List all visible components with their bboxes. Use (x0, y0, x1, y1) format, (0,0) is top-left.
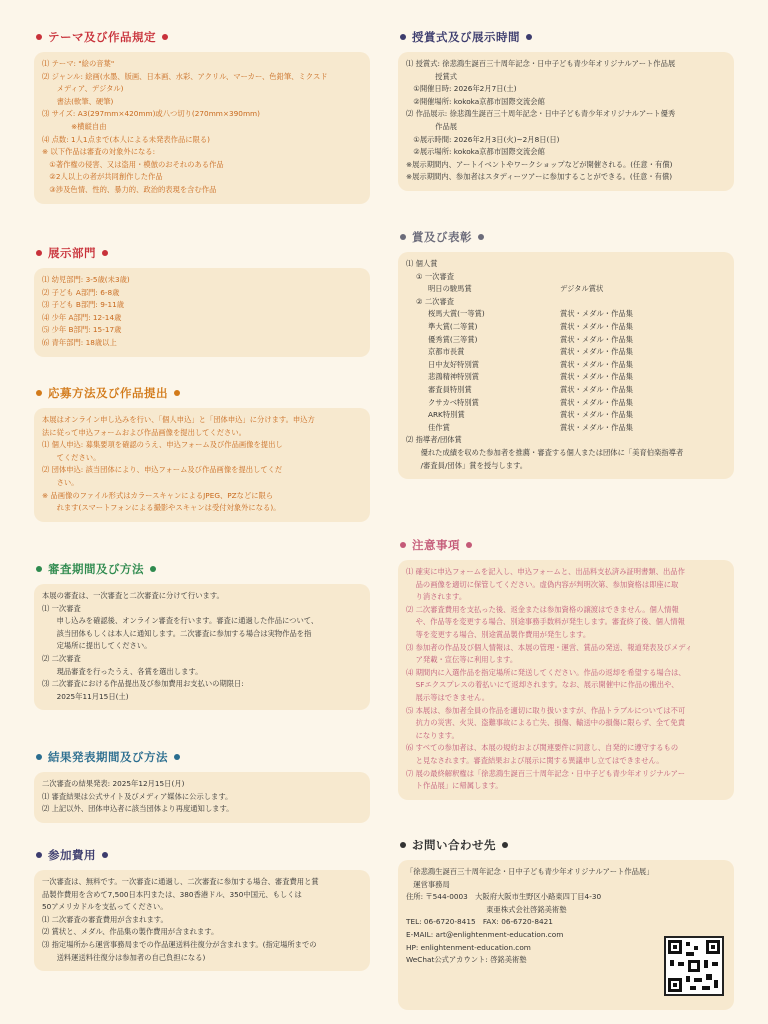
section-heading (34, 846, 370, 864)
award-name: 審査員特別賞 (428, 384, 472, 394)
review-line: ⑶ 二次審査における作品提出及び参加費用お支払いの期限日: (42, 679, 244, 689)
ceremony-line: ①開催日時: 2026年2月7日(土) (406, 84, 517, 94)
bullet-dot-icon (400, 34, 406, 40)
fees-line: 品製作費用を含めて7,500日本円または、380香港ドル、350中国元、もしくは (42, 889, 302, 899)
fees-line: ⑴ 二次審査の審査費用が含まれます。 (42, 914, 168, 924)
division-line: ⑸ 少年 B部門: 15-17歳 (42, 325, 122, 335)
fees-line: 送料運送料往復分は参加者の自己負担になる) (42, 952, 206, 962)
award-row (406, 334, 726, 347)
award-name: 明日の駿馬賞 (428, 284, 472, 294)
fees-box (34, 870, 370, 971)
bullet-dot-icon (150, 566, 156, 572)
award-row (406, 321, 726, 334)
award-prize: 賞状・メダル・作品集 (560, 397, 633, 407)
ceremony-line: 授賞式 (406, 71, 458, 81)
results-line: ⑴ 審査結果は公式サイト及びメディア媒体に公示します。 (42, 791, 233, 801)
ceremony-line: ⑴ 授賞式: 徐悲鴻生誕百三十周年記念・日中子ども青少年オリジナルアート作品展 (406, 59, 676, 68)
notes-line: ⑵ 二次審査費用を支払った後、返金または参加資格の譲渡はできません。個人情報 (406, 604, 679, 614)
division-line: ⑶ 子ども B部門: 9-11歳 (42, 300, 125, 310)
bullet-dot-icon (502, 842, 508, 848)
ceremony-box (398, 52, 734, 191)
theme-line: ⑵ ジャンル: 絵画(水墨、版画、日本画、水彩、アクリル、マーカー、色鉛筆、ミクスド (42, 71, 328, 81)
section-heading (34, 244, 370, 262)
award-row (406, 371, 726, 384)
section-heading (398, 536, 734, 554)
award-name: 優秀賞(三等賞) (428, 334, 478, 344)
bullet-dot-icon (102, 250, 108, 256)
bullet-dot-icon (400, 842, 406, 848)
section-theme (34, 28, 370, 204)
award-row (406, 359, 726, 372)
award-prize: 賞状・メダル・作品集 (560, 372, 633, 382)
bullet-dot-icon (36, 390, 42, 396)
theme-line: ※ 以下作品は審査の対象外になる: (42, 147, 156, 157)
award-prize: 賞状・メダル・作品集 (560, 410, 633, 420)
awards-box (398, 252, 734, 479)
review-line: 本展の審査は、一次審査と二次審査に分けて行います。 (42, 591, 224, 600)
fees-line: 一次審査は、無料です。一次審査に通過し、二次審査に参加する場合、審査費用と賞 (42, 877, 319, 886)
section-review (34, 560, 370, 710)
apply-line: ※ 品画像のファイル形式はカラースキャンによるJPEG、PZなどに限ら (42, 490, 274, 500)
bullet-dot-icon (478, 234, 484, 240)
section-heading (34, 384, 370, 402)
notes-line: ⑸ 本展は、参加者全員の作品を適切に取り扱いますが、作品トラブルについては不可 (406, 705, 686, 715)
theme-line: ※横縦自由 (42, 121, 107, 131)
bullet-dot-icon (400, 542, 406, 548)
section-heading (34, 28, 370, 46)
apply-line: ⑴ 個人申込: 募集要項を確認のうえ、申込フォーム及び作品画像を提出し (42, 440, 283, 450)
heading-fees: 参加費用 (48, 848, 96, 862)
section-heading (398, 28, 734, 46)
award-prize: 賞状・メダル・作品集 (560, 347, 633, 357)
awards-teacher: ⑵ 指導者/団体賞 (406, 435, 462, 445)
divisions-box (34, 268, 370, 357)
notes-line: ⑺ 展の最終解釈権は「徐悲鴻生誕百三十周年記念・日中子ども青少年オリジナルアー (406, 768, 686, 778)
notes-line: り消されます。 (406, 592, 467, 602)
ceremony-line: ②開催場所: kokoka京都市国際交流会館 (406, 96, 545, 106)
ceremony-line: ②展示場所: kokoka京都市国際交流会館 (406, 147, 545, 157)
contact-line: E-MAIL: art@enlightenment-education.com (406, 929, 564, 939)
awards-individual: ⑴ 個人賞 (406, 259, 438, 268)
award-prize: 賞状・メダル・作品集 (560, 359, 633, 369)
award-name: 桜馬大賞(一等賞) (428, 309, 485, 319)
bullet-dot-icon (526, 34, 532, 40)
division-line: ⑹ 青年部門: 18歳以上 (42, 337, 117, 347)
award-prize: 賞状・メダル・作品集 (560, 334, 633, 344)
notes-line: ト作品展」に帰属します。 (406, 781, 503, 791)
qr-code-icon[interactable] (664, 936, 724, 996)
award-row (406, 422, 726, 435)
bullet-dot-icon (102, 852, 108, 858)
contact-line: TEL: 06-6720-8415 FAX: 06-6720-8421 (406, 917, 553, 927)
section-results (34, 748, 370, 823)
section-awards (398, 228, 734, 479)
award-name: 日中友好特別賞 (428, 359, 480, 369)
review-line: 申し込みを確認後、オンライン審査を行います。審査に通過した作品について、 (42, 616, 319, 626)
notes-box (398, 560, 734, 800)
bullet-dot-icon (174, 754, 180, 760)
bullet-dot-icon (466, 542, 472, 548)
notes-line: 等を変更する場合、別途賞品製作費用が発生します。 (406, 629, 591, 639)
ceremony-line: ※展示期間内、アートイベントやワークショップなどが開催される。(任意・有償) (406, 159, 673, 169)
notes-line: ⑷ 期間内に入選作品を指定場所に発送してください。作品の返却を希望する場合は、 (406, 667, 686, 677)
notes-line: 展示等はできません。 (406, 692, 490, 702)
bullet-dot-icon (400, 234, 406, 240)
notes-line: ア発載・宣伝等に利用します。 (406, 655, 518, 665)
award-row (406, 384, 726, 397)
section-divisions (34, 244, 370, 357)
heading-contact: お問い合わせ先 (412, 838, 496, 852)
review-line: 該当団体もしくは本人に通知します。二次審査に参加する場合は実物作品を指 (42, 628, 312, 638)
notes-line: 品の画像を適切に保管してください。虚偽内容が判明次第、参加資格は即座に取 (406, 579, 679, 589)
award-prize: 賞状・メダル・作品集 (560, 422, 633, 432)
bullet-dot-icon (162, 34, 168, 40)
ceremony-line: ⑵ 作品展示: 徐悲鴻生誕百三十周年記念・日中子ども青少年オリジナルアート優秀 (406, 109, 676, 119)
award-name: クサカベ特別賞 (428, 397, 479, 407)
notes-line: ⑴ 確実に申込フォームを記入し、申込フォームと、出品料支払済み証明書類、出品作 (406, 567, 685, 576)
results-line: 二次審査の結果発表: 2025年12月15日(月) (42, 779, 185, 788)
awards-first-round: ① 一次審査 (416, 271, 455, 281)
section-heading (34, 560, 370, 578)
review-box (34, 584, 370, 710)
award-prize: 賞状・メダル・作品集 (560, 384, 633, 394)
notes-line: ⑶ 参加者の作品及び個人情報は、本展の管理・運営、賞品の発送、報道発表及びメディ (406, 642, 693, 652)
section-ceremony (398, 28, 734, 191)
ceremony-line: 作品展 (406, 121, 458, 131)
heading-theme: テーマ及び作品規定 (48, 30, 156, 44)
award-prize: 賞状・メダル・作品集 (560, 309, 633, 319)
ceremony-line: ①展示時間: 2026年2月3日(火)~2月8日(日) (406, 134, 560, 144)
award-row (406, 346, 726, 359)
award-prize: デジタル賞状 (560, 284, 604, 294)
award-row (406, 283, 726, 296)
bullet-dot-icon (36, 566, 42, 572)
heading-divisions: 展示部門 (48, 246, 96, 260)
contact-line: HP: enlightenment-education.com (406, 942, 531, 952)
apply-box (34, 408, 370, 522)
award-name: 準大賞(二等賞) (428, 321, 478, 331)
section-notes (398, 536, 734, 800)
award-name: ARK特別賞 (428, 410, 465, 420)
contact-box (398, 860, 734, 1010)
theme-line: ⑶ サイズ: A3(297mm×420mm)或八つ切り(270mm×390mm) (42, 109, 261, 119)
heading-review: 審査期間及び方法 (48, 562, 144, 576)
division-line: ⑷ 少年 A部門: 12-14歳 (42, 312, 122, 322)
heading-awards: 賞及び表彰 (412, 230, 472, 244)
section-heading (398, 228, 734, 246)
section-heading (398, 836, 734, 854)
theme-box (34, 52, 370, 204)
apply-line: さい。 (42, 477, 79, 487)
heading-results: 結果発表期間及び方法 (48, 750, 168, 764)
fees-line: 50アメリカドルを支払ってください。 (42, 902, 168, 912)
theme-line: ⑷ 点数: 1人1点まで(本人による未発表作品に限る) (42, 134, 211, 144)
apply-line: 本展はオンライン申し込みを行い、「個人申込」と「団体申込」に分けます。申込方 (42, 415, 315, 424)
apply-line: ⑵ 団体申込: 該当団体により、申込フォーム及び作品画像を提出してくだ (42, 465, 283, 475)
award-name: 京都市長賞 (428, 347, 465, 357)
heading-notes: 注意事項 (412, 538, 460, 552)
notes-line: ⑹ すべての参加者は、本展の規約および関連要件に同意し、自発的に遵守するもの (406, 743, 679, 753)
notes-line: になります。 (406, 730, 459, 740)
theme-line: ②2人以上の者が共同創作した作品 (42, 172, 163, 182)
review-line: 現品審査を行ったうえ、各賞を選出します。 (42, 666, 203, 676)
contact-line: 運営事務局 (406, 879, 450, 889)
theme-line: ⑴ テーマ: "絵の音葉" (42, 59, 115, 68)
heading-apply: 応募方法及び作品提出 (48, 386, 168, 400)
results-line: ⑵ 上記以外、団体申込者に該当団体より再度通知します。 (42, 804, 234, 814)
apply-line: れます(スマートフォンによる撮影やスキャンは受付対象外になる)。 (42, 503, 281, 513)
notes-line: SFエクスプレスの着払いにて返却されます。なお、展示開催中に作品の搬出や、 (406, 680, 679, 690)
review-line: ⑵ 二次審査 (42, 653, 81, 663)
ceremony-line: ※展示期間内、参加者はスタディーツアーに参加することができる。(任意・有償) (406, 172, 673, 182)
notes-line: や、作品等を変更する場合、別途事務手数料が発生します。審査終了後、個人情報 (406, 617, 685, 627)
bullet-dot-icon (36, 754, 42, 760)
bullet-dot-icon (36, 852, 42, 858)
section-fees (34, 846, 370, 971)
notes-line: と見なされます。審査結果および展示に関する異議申し立てはできません。 (406, 755, 664, 765)
award-row (406, 397, 726, 410)
notes-line: 抗力の災害、火災、盗難事故による亡失、損傷、輸送中の損傷に限らず、全て免責 (406, 718, 686, 728)
award-prize: 賞状・メダル・作品集 (560, 321, 633, 331)
review-line: ⑴ 一次審査 (42, 603, 81, 613)
bullet-dot-icon (36, 34, 42, 40)
qr-code-graphic (666, 938, 722, 994)
contact-line: 「徐悲鴻生誕百三十周年記念・日中子ども青少年オリジナルアート作品展」 (406, 867, 654, 876)
apply-line: てください。 (42, 452, 101, 462)
award-row (406, 308, 726, 321)
review-line: 2025年11月15日(土) (42, 691, 129, 701)
award-row (406, 409, 726, 422)
award-name: 悲鴻精神特別賞 (428, 372, 480, 382)
awards-teacher-line: 優れた成績を収めた参加者を推薦・審査する個人または団体に「美育伯楽指導者 (406, 447, 684, 457)
section-apply (34, 384, 370, 522)
contact-line: 東亜株式会社啓銘美術塾 (406, 904, 567, 914)
award-name: 佳作賞 (428, 422, 450, 432)
division-line: ⑵ 子ども A部門: 6-8歳 (42, 287, 120, 297)
contact-line: WeChat公式アカウント: 啓銘美術塾 (406, 955, 527, 965)
bullet-dot-icon (36, 250, 42, 256)
apply-line: 法に従って申込フォームおよび作品画像を提出してください。 (42, 427, 246, 437)
section-contact (398, 836, 734, 1010)
heading-ceremony: 授賞式及び展示時間 (412, 30, 520, 44)
fees-line: ⑵ 賞状と、メダル、作品集の製作費用が含まれます。 (42, 927, 219, 937)
bullet-dot-icon (174, 390, 180, 396)
review-line: 定場所に提出してください。 (42, 641, 152, 651)
awards-second-round: ② 二次審査 (416, 296, 455, 306)
theme-line: ③渉及色情、性的、暴力的、政治的表現を含む作品 (42, 184, 217, 194)
awards-teacher-line: /審査員/団体」賞を授与します。 (406, 460, 528, 470)
results-box (34, 772, 370, 823)
theme-line: メディア、デジタル) (42, 84, 124, 94)
theme-line: ①著作権の侵害、又は盗用・模倣のおそれのある作品 (42, 159, 224, 169)
section-heading (34, 748, 370, 766)
division-line: ⑴ 幼児部門: 3-5歳(未3歳) (42, 275, 130, 284)
theme-line: 書法(軟筆、硬筆) (42, 96, 114, 106)
contact-line: 住所: 〒544-0003 大阪府大阪市生野区小路東四丁目4-30 (406, 892, 602, 902)
fees-line: ⑶ 指定場所から運営事務局までの作品運送料往復分が含まれます。(指定場所までの (42, 939, 317, 949)
